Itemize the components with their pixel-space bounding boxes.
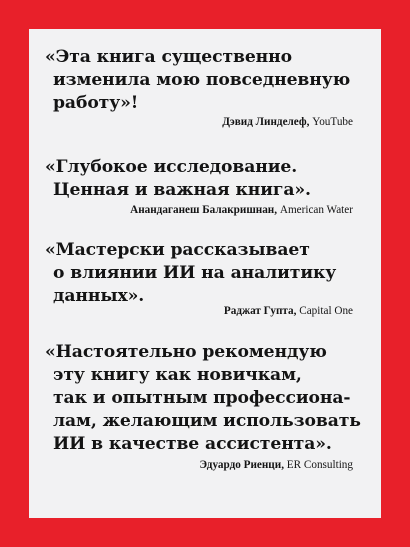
author-name: Анандаганеш Балакришнан, (130, 204, 278, 216)
quote-line: данных». (53, 286, 145, 306)
author-organization: ER Consulting (286, 459, 353, 471)
quote-line: Ценная и важная книга». (53, 180, 311, 200)
quote-line: «Глубокое исследование. (45, 157, 298, 177)
testimonial-attribution-4 (199, 459, 353, 471)
quote-line: «Эта книга существенно (45, 47, 292, 67)
testimonial-attribution-1 (222, 116, 353, 128)
testimonial-quote-4 (45, 341, 361, 456)
author-name: Дэвид Линделеф, (222, 116, 310, 128)
testimonial-quote-3 (45, 239, 353, 308)
quote-line: ИИ в качестве ассистента». (53, 434, 332, 454)
quote-line: о влиянии ИИ на аналитику (53, 263, 337, 283)
quote-line: работу»! (53, 93, 139, 113)
author-organization: YouTube (312, 116, 353, 128)
quote-line: «Мастерски рассказывает (45, 240, 310, 260)
quote-line: «Настоятельно рекомендую (45, 342, 327, 362)
testimonials-panel (29, 29, 381, 518)
testimonial-quote-2 (45, 156, 353, 202)
testimonial-quote-1 (45, 46, 353, 115)
quote-line: лам, желающим использовать (53, 411, 361, 431)
author-organization: American Water (279, 204, 353, 216)
author-organization: Capital One (299, 305, 353, 317)
quote-line: так и опытным профессиона- (53, 388, 351, 408)
author-name: Эдуардо Риенци, (199, 459, 284, 471)
author-name: Раджат Гупта, (223, 305, 297, 317)
testimonial-attribution-3 (224, 305, 353, 317)
testimonial-attribution-2 (130, 204, 353, 216)
quote-line: эту книгу как новичкам, (53, 365, 302, 385)
quote-line: изменила мою повседневную (53, 70, 351, 90)
